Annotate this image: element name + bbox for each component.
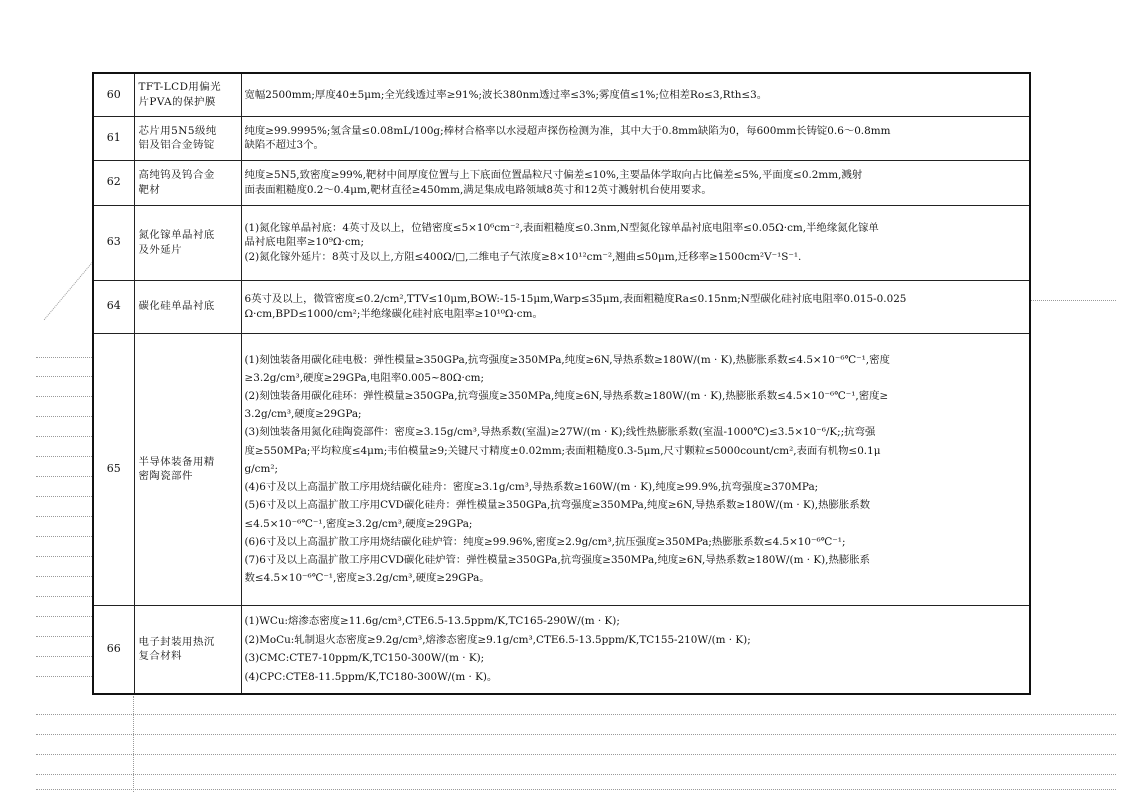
dotted-guide xyxy=(36,476,92,477)
requirement-line: (2)MoCu:轧制退火态密度≥9.2g/cm³,熔渗态密度≥9.1g/cm³,CTE6.5-13.5ppm/K,TC155-210W/(m · K); xyxy=(244,633,751,646)
product-name xyxy=(134,116,241,160)
product-name-line: 铝及铝合金铸锭 xyxy=(138,139,215,151)
row-number: 65 xyxy=(93,333,134,605)
table-row xyxy=(93,605,1030,694)
requirement-line: 缺陷不超过3个。 xyxy=(244,139,324,151)
dotted-guide xyxy=(36,734,1116,735)
dotted-guide xyxy=(36,656,92,657)
row-number: 61 xyxy=(93,116,134,160)
requirements-cell xyxy=(241,280,1030,333)
dotted-guide xyxy=(133,696,134,792)
requirement-line: (4)CPC:CTE8-11.5ppm/K,TC180-300W/(m · K)。 xyxy=(244,670,498,683)
requirement-line: (1)WCu:熔渗态密度≥11.6g/cm³,CTE6.5-13.5ppm/K,TC165-290W/(m · K); xyxy=(244,615,620,628)
product-name-line: 及外延片 xyxy=(138,243,183,256)
table-row xyxy=(93,280,1030,333)
product-name-line: 半导体装备用精 xyxy=(138,455,215,468)
row-number: 63 xyxy=(93,205,134,280)
requirements-cell xyxy=(241,160,1030,205)
requirement-line: 面表面粗糙度0.2～0.4μm,靶材直径≥450mm,满足集成电路领域8英寸和12英寸溅射机台使用要求。 xyxy=(244,183,712,196)
dotted-guide xyxy=(36,357,92,358)
dotted-guide xyxy=(1030,300,1116,301)
dotted-guide xyxy=(36,396,92,397)
dotted-guide xyxy=(36,576,92,577)
requirement-line: ≥3.2g/cm³,硬度≥29GPa,电阻率0.005~80Ω·cm; xyxy=(244,371,484,384)
table-row xyxy=(93,333,1030,605)
product-name-line: 高纯钨及钨合金 xyxy=(138,169,215,182)
dotted-guide xyxy=(36,556,92,557)
requirement-line: 6英寸及以上，微管密度≤0.2/cm²,TTV≤10μm,BOW:-15-15μm,Warp≤35μm,表面粗糙度Ra≤0.15nm;N型碳化硅衬底电阻率0.015-0.025 xyxy=(244,293,907,306)
dotted-guide xyxy=(36,496,92,497)
row-number: 62 xyxy=(93,160,134,205)
product-name xyxy=(134,73,241,116)
row-number: 60 xyxy=(93,73,134,116)
requirements-cell xyxy=(241,73,1030,116)
product-name xyxy=(134,605,241,694)
dotted-guide xyxy=(36,436,92,437)
dotted-guide xyxy=(36,676,92,677)
product-name xyxy=(134,160,241,205)
product-name-line: 密陶瓷部件 xyxy=(138,470,193,482)
product-name-line: TFT-LCD用偏光 xyxy=(138,81,222,94)
requirement-line: 宽幅2500mm;厚度40±5μm;全光线透过率≥91%;波长380nm透过率≤3%;雾度值≤1%;位相差Ro≤3,Rth≤3。 xyxy=(244,88,768,101)
requirement-line: (2)氮化镓外延片：8英寸及以上,方阻≤400Ω/□,二维电子气浓度≥8×10¹²cm⁻²,翘曲≤50μm,迁移率≥1500cm²V⁻¹S⁻¹. xyxy=(244,250,802,263)
dotted-guide xyxy=(36,636,92,637)
product-name-line: 电子封装用热沉 xyxy=(138,635,215,648)
requirement-line: (1)刻蚀装备用碳化硅电极：弹性模量≥350GPa,抗弯强度≥350MPa,纯度≥6N,导热系数≥180W/(m · K),热膨胀系数≤4.5×10⁻⁶℃⁻¹,密度 xyxy=(244,353,890,366)
dotted-guide xyxy=(36,536,92,537)
dotted-guide xyxy=(36,714,1116,715)
requirement-line: (3)刻蚀装备用氮化硅陶瓷部件：密度≥3.15g/cm³,导热系数(室温)≥27W/(m · K);线性热膨胀系数(室温-1000℃)≤3.5×10⁻⁶/K;;抗弯强 xyxy=(244,426,876,439)
product-name-line: 靶材 xyxy=(138,183,161,196)
product-name-line: 复合材料 xyxy=(138,650,183,663)
dotted-guide xyxy=(36,456,92,457)
requirements-cell xyxy=(241,605,1030,694)
dotted-guide xyxy=(44,262,93,320)
requirement-line: 纯度≥5N5,致密度≥99%,靶材中间厚度位置与上下底面位置晶粒尺寸偏差≤10%,主要晶体学取向占比偏差≤5%,平面度≤0.2mm,溅射 xyxy=(244,169,863,182)
requirement-line: Ω·cm,BPD≤1000/cm²;半绝缘碳化硅衬底电阻率≥10¹⁰Ω·cm。 xyxy=(244,307,543,320)
product-name-line: 片PVA的保护膜 xyxy=(138,95,216,108)
dotted-guide xyxy=(36,516,92,517)
spec-table xyxy=(92,72,1031,695)
dotted-guide xyxy=(36,754,1116,755)
requirements-cell xyxy=(241,333,1030,605)
requirements-cell xyxy=(241,116,1030,160)
product-name-line: 氮化镓单晶衬底 xyxy=(138,229,215,242)
requirement-line: 数≤4.5×10⁻⁶℃⁻¹,密度≥3.2g/cm³,硬度≥29GPa。 xyxy=(244,572,490,585)
table-row xyxy=(93,160,1030,205)
product-name-line: 芯片用5N5级纯 xyxy=(138,124,217,137)
table-row xyxy=(93,205,1030,280)
row-number: 64 xyxy=(93,280,134,333)
dotted-guide xyxy=(36,376,92,377)
table-row xyxy=(93,116,1030,160)
requirement-line: 晶衬底电阻率≥10⁹Ω·cm; xyxy=(244,236,365,249)
dotted-guide xyxy=(36,774,1116,775)
dotted-guide xyxy=(36,616,92,617)
table-row xyxy=(93,73,1030,116)
product-name-line: 碳化硅单晶衬底 xyxy=(138,300,215,313)
requirement-line: (6)6寸及以上高温扩散工序用烧结碳化硅炉管：纯度≥99.96%,密度≥2.9g/cm³,抗压强度≥350MPa;热膨胀系数≤4.5×10⁻⁶℃⁻¹; xyxy=(244,535,846,548)
requirement-line: (3)CMC:CTE7-10ppm/K,TC150-300W/(m · K); xyxy=(244,652,485,665)
requirement-line: (4)6寸及以上高温扩散工序用烧结碳化硅舟：密度≥3.1g/cm³,导热系数≥160W/(m · K),纯度≥99.9%,抗弯强度≥370MPa; xyxy=(244,481,819,494)
requirement-line: (5)6寸及以上高温扩散工序用CVD碳化硅舟：弹性模量≥350GPa,抗弯强度≥350MPa,纯度≥6N,导热系数≥180W/(m · K),热膨胀系数 xyxy=(244,499,871,512)
product-name xyxy=(134,205,241,280)
dotted-guide xyxy=(36,596,92,597)
dotted-guide xyxy=(36,416,92,417)
requirement-line: g/cm²; xyxy=(244,462,278,475)
requirement-line: 纯度≥99.9995%;氢含量≤0.08mL/100g;棒材合格率以水浸超声探伤检测为准，其中大于0.8mm缺陷为0，每600mm长铸锭0.6～0.8mm xyxy=(244,124,891,137)
dotted-guide xyxy=(36,789,1116,790)
row-number: 66 xyxy=(93,605,134,694)
product-name xyxy=(134,333,241,605)
requirement-line: 3.2g/cm³,硬度≥29GPa; xyxy=(244,408,362,421)
requirements-cell xyxy=(241,205,1030,280)
requirement-line: ≤4.5×10⁻⁶℃⁻¹,密度≥3.2g/cm³,硬度≥29GPa; xyxy=(244,517,473,530)
requirement-line: (7)6寸及以上高温扩散工序用CVD碳化硅炉管：弹性模量≥350GPa,抗弯强度≥350MPa,纯度≥6N,导热系数≥180W/(m · K),热膨胀系 xyxy=(244,553,871,566)
product-name xyxy=(134,280,241,333)
requirement-line: 度≥550MPa;平均粒度≤4μm;韦伯模量≥9;关键尺寸精度±0.02mm;表面粗糙度0.3-5μm,尺寸颗粒≤5000count/cm²,表面有机物≤0.1μ xyxy=(244,444,881,457)
requirement-line: (1)氮化镓单晶衬底：4英寸及以上，位错密度≤5×10⁶cm⁻²,表面粗糙度≤0.3nm,N型氮化镓单晶衬底电阻率≤0.05Ω·cm,半绝缘氮化镓单 xyxy=(244,222,879,235)
requirement-line: (2)刻蚀装备用碳化硅环：弹性模量≥350GPa,抗弯强度≥350MPa,纯度≥6N,导热系数≥180W/(m · K),热膨胀系数≤4.5×10⁻⁶℃⁻¹,密度≥ xyxy=(244,390,889,403)
